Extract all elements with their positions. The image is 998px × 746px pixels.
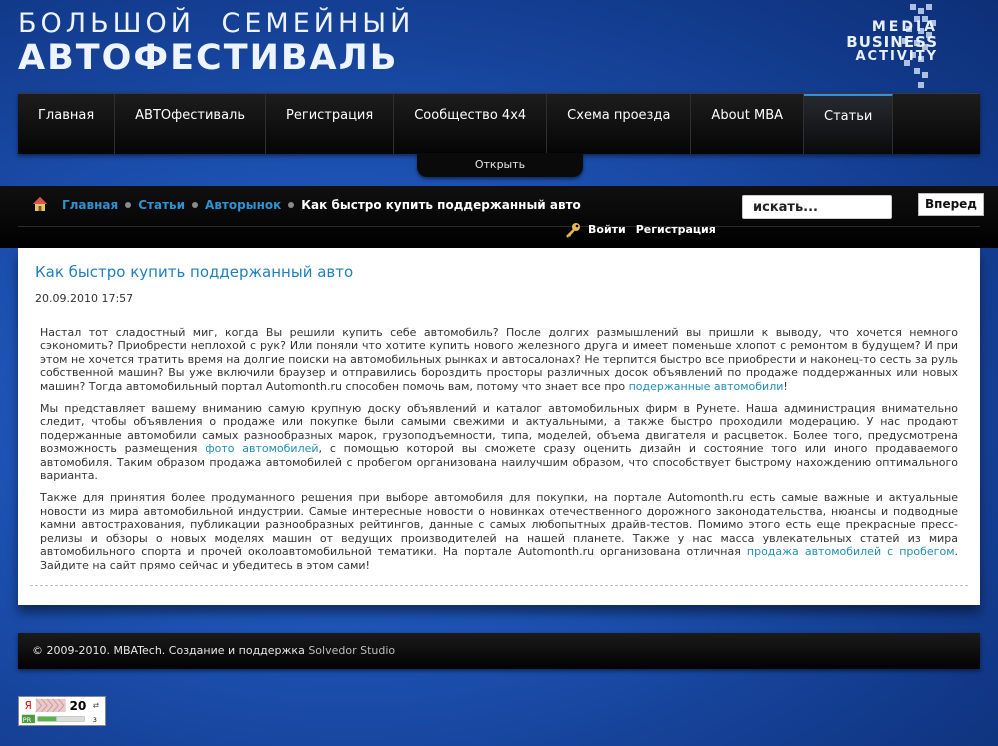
main-nav — [18, 93, 980, 154]
nav-item-registration[interactable]: Регистрация — [266, 94, 394, 154]
mba-logo-activity: ACTIVITY — [855, 49, 938, 65]
breadcrumb-separator-icon — [125, 202, 131, 208]
login-link[interactable]: Войти — [588, 223, 626, 236]
counter-value: 20 — [69, 699, 87, 714]
site-title — [18, 10, 414, 76]
content-divider — [30, 585, 968, 586]
article-date: 20.09.2010 17:57 — [35, 292, 134, 305]
refresh-icon: ⇄ — [92, 700, 100, 710]
paragraph-3-end: . Зайдите на сайт прямо сейчас и убедитесь в этом сами! — [40, 545, 958, 572]
footer-copyright-text: © 2009-2010. MBATech. Создание и поддержка — [32, 644, 309, 657]
article-paragraph-2 — [40, 402, 958, 482]
breadcrumb-car-market[interactable]: Авторынок — [205, 198, 282, 212]
counter-letter: Я — [24, 700, 32, 713]
used-car-sales-link[interactable]: продажа автомобилей с пробегом — [746, 545, 955, 559]
site-title-line2: АВТОФЕСТИВАЛЬ — [18, 38, 399, 78]
nav-item-directions[interactable]: Схема проезда — [547, 94, 691, 154]
article-body — [40, 326, 958, 581]
search-input[interactable]: искать... — [742, 195, 892, 219]
paragraph-1-text: Настал тот сладостный миг, когда Вы решили купить себе автомобиль? После долгих размышлений вы пришли к выводу, что хочется немного сэкономить? Приобрести неплохой с рук? Или поняли что хотите купить нового железного друга и имеет поменьше хлопот с ремонтом в будущем? И при этом не хочется тратить время на долгие поиски на автомобильных рынках и автосалонах? Не терпится быстро все приобрести и наконец-то сесть за руль собственной машин? Вы уже включили браузер и отправились бороздить просторы различных досок объявлений по продаже поддержанных или новых машин? Тогда автомобильный портал Automonth.ru способен помочь вам, потому что знает все про — [40, 326, 958, 393]
pr-fill-bar — [38, 717, 57, 722]
counter-pr-label: PR — [22, 716, 32, 725]
car-photos-link[interactable]: фото автомобилей — [205, 442, 319, 456]
used-cars-link[interactable]: подержанные автомобили — [628, 379, 784, 393]
site-title-line1: БОЛЬШОЙ СЕМЕЙНЫЙ — [18, 8, 415, 39]
paragraph-3-text: Также для принятия более продуманного решения при выборе автомобиля для покупки, на портале Automonth.ru есть самые важные и актуальные новости из мира автомобильной индустрии. Самые интересные новости о новинках отечественного дорожного законодательства, нюансы и подводные камни автострахования, публикации разнообразных рейтингов, данные с самых любопытных драйв-тестов. Помимо этого есть еще прекрасные пресс-релизы и обзоры о новых моделях машин от ведущих производителей на нашей планете. Также у нас масса увлекательных статей из мира автомобильного спорта и прочей околоавтомобильной тематики. На портале Automonth.ru организована отличная — [40, 491, 958, 559]
yandex-counter-badge[interactable] — [18, 696, 106, 726]
paragraph-2-text: Мы представляет вашему вниманию самую крупную доску объявлений и каталог автомобильных фирм в Рунете. Наша администрация внимательно следит, чтобы объявления о продаже или покупке были самыми свежими и актуальными, а также быстро проходили модерацию. У нас продают подержанные автомобили самых разнообразных марок, грузоподъемности, типа, моделей, объема двигателя и расцветок. Более того, предусмотрена возможность размещения — [40, 402, 958, 456]
breadcrumb-separator-icon — [288, 202, 294, 208]
counter-pr-value: 3 — [92, 716, 97, 725]
key-icon — [564, 222, 582, 238]
footer-copyright — [32, 644, 395, 657]
nav-item-home[interactable]: Главная — [18, 94, 115, 154]
breadcrumb — [62, 198, 581, 212]
nav-item-articles[interactable]: Статьи — [804, 94, 893, 154]
paragraph-1-end: ! — [783, 379, 788, 393]
mba-logo-media: MEDIA — [871, 19, 938, 35]
breadcrumb-bar — [0, 186, 998, 248]
breadcrumb-home[interactable]: Главная — [62, 198, 119, 212]
article-title[interactable]: Как быстро купить поддержанный авто — [35, 263, 354, 281]
article-paragraph-3 — [40, 491, 958, 571]
breadcrumb-articles[interactable]: Статьи — [138, 198, 186, 212]
breadcrumb-separator-icon — [192, 202, 198, 208]
footer-studio-link[interactable]: Solvedor Studio — [308, 644, 396, 657]
home-icon[interactable] — [32, 196, 48, 212]
nav-item-autofestival[interactable]: АВТОфестиваль — [115, 94, 266, 154]
auth-links — [564, 222, 716, 238]
open-panel-button[interactable]: Открыть — [417, 153, 583, 177]
search-submit-button[interactable]: Вперед — [918, 193, 984, 216]
nav-item-about-mba[interactable]: About MBA — [691, 94, 804, 154]
register-link[interactable]: Регистрация — [635, 223, 716, 236]
mba-logo[interactable] — [846, 20, 938, 64]
footer — [18, 633, 980, 669]
content-panel — [18, 248, 980, 605]
breadcrumb-current: Как быстро купить поддержанный авто — [301, 198, 581, 212]
nav-item-community-4x4[interactable]: Сообщество 4x4 — [394, 94, 547, 154]
article-paragraph-1 — [40, 326, 958, 393]
paragraph-2-end: , с помощью которой вы сможете сразу оценить дизайн и состояние того или иного продаваемого автомобиля. Таким образом продажа автомобилей с пробегом организована наилучшим образом, что способствует быстрому нахождению оптимального варианта. — [40, 442, 958, 483]
mba-logo-business: BUSINESS — [846, 32, 938, 51]
